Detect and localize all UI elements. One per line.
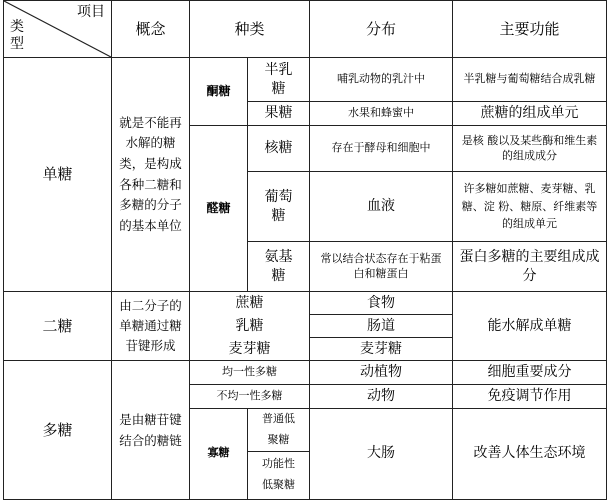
mono-kind-fructose: 果糖 <box>248 102 310 126</box>
mono-kind-glucose: 葡萄糖 <box>248 172 310 242</box>
mono-kind-galactose: 半乳糖 <box>248 58 310 102</box>
poly-oligo-kind-common: 普通低聚糖 <box>248 409 310 452</box>
mono-func-ribose: 是核 酸以及某些酶和维生素的组成成分 <box>453 126 607 172</box>
mono-kind-aminosugar: 氨基糖 <box>248 242 310 292</box>
mono-kind-ribose: 核糖 <box>248 126 310 172</box>
mono-subtype-1: 酮糖 <box>190 58 248 126</box>
poly-kind-homo: 均一性多糖 <box>190 361 310 385</box>
mono-category: 单糖 <box>4 58 112 292</box>
header-distribution: 分布 <box>310 1 453 58</box>
poly-oligo-label: 寡糖 <box>190 409 248 500</box>
di-row-1 <box>4 292 607 315</box>
poly-row-homo <box>4 361 607 385</box>
header-type-label: 类型 <box>10 19 24 53</box>
header-function: 主要功能 <box>453 1 607 58</box>
di-dist-1: 食物 <box>310 292 453 315</box>
di-kind-sucrose: 蔗糖 <box>190 292 310 315</box>
carbohydrate-classification-table <box>3 0 607 500</box>
mono-dist-glucose: 血液 <box>310 172 453 242</box>
poly-dist-hetero: 动物 <box>310 385 453 409</box>
corner-header-cell <box>4 1 112 58</box>
header-project-label: 项目 <box>77 4 105 20</box>
di-kind-maltose: 麦芽糖 <box>190 338 310 361</box>
poly-dist-homo: 动植物 <box>310 361 453 385</box>
mono-concept: 就是不能再水解的糖类，是构成各种二糖和多糖的分子的基本单位 <box>112 58 190 292</box>
poly-func-hetero: 免疫调节作用 <box>453 385 607 409</box>
mono-func-aminosugar: 蛋白多糖的主要组成成分 <box>453 242 607 292</box>
poly-func-oligo: 改善人体生态环境 <box>453 409 607 500</box>
poly-func-homo: 细胞重要成分 <box>453 361 607 385</box>
di-kind-lactose: 乳糖 <box>190 315 310 338</box>
poly-oligo-kind-functional: 功能性低聚糖 <box>248 451 310 499</box>
poly-kind-hetero: 不均一性多糖 <box>190 385 310 409</box>
di-dist-2: 肠道 <box>310 315 453 338</box>
header-concept: 概念 <box>112 1 190 58</box>
header-kind: 种类 <box>190 1 310 58</box>
di-dist-3: 麦芽糖 <box>310 338 453 361</box>
mono-func-fructose: 蔗糖的组成单元 <box>453 102 607 126</box>
mono-row-galactose <box>4 58 607 102</box>
di-function: 能水解成单糖 <box>453 292 607 361</box>
poly-concept: 是由糖苷键结合的糖链 <box>112 361 190 500</box>
mono-dist-galactose: 哺乳动物的乳汁中 <box>310 58 453 102</box>
poly-category: 多糖 <box>4 361 112 500</box>
poly-dist-oligo: 大肠 <box>310 409 453 500</box>
mono-subtype-2: 醛糖 <box>190 126 248 292</box>
header-row <box>4 1 607 58</box>
mono-dist-fructose: 水果和蜂蜜中 <box>310 102 453 126</box>
di-category: 二糖 <box>4 292 112 361</box>
mono-dist-ribose: 存在于酵母和细胞中 <box>310 126 453 172</box>
mono-func-galactose: 半乳糖与葡萄糖结合成乳糖 <box>453 58 607 102</box>
mono-dist-aminosugar: 常以结合状态存在于粘蛋白和糖蛋白 <box>310 242 453 292</box>
mono-func-glucose: 许多糖如蔗糖、麦芽糖、乳糖、淀 粉、糖原、纤维素等的组成单元 <box>453 172 607 242</box>
di-concept: 由二分子的单糖通过糖苷键形成 <box>112 292 190 361</box>
